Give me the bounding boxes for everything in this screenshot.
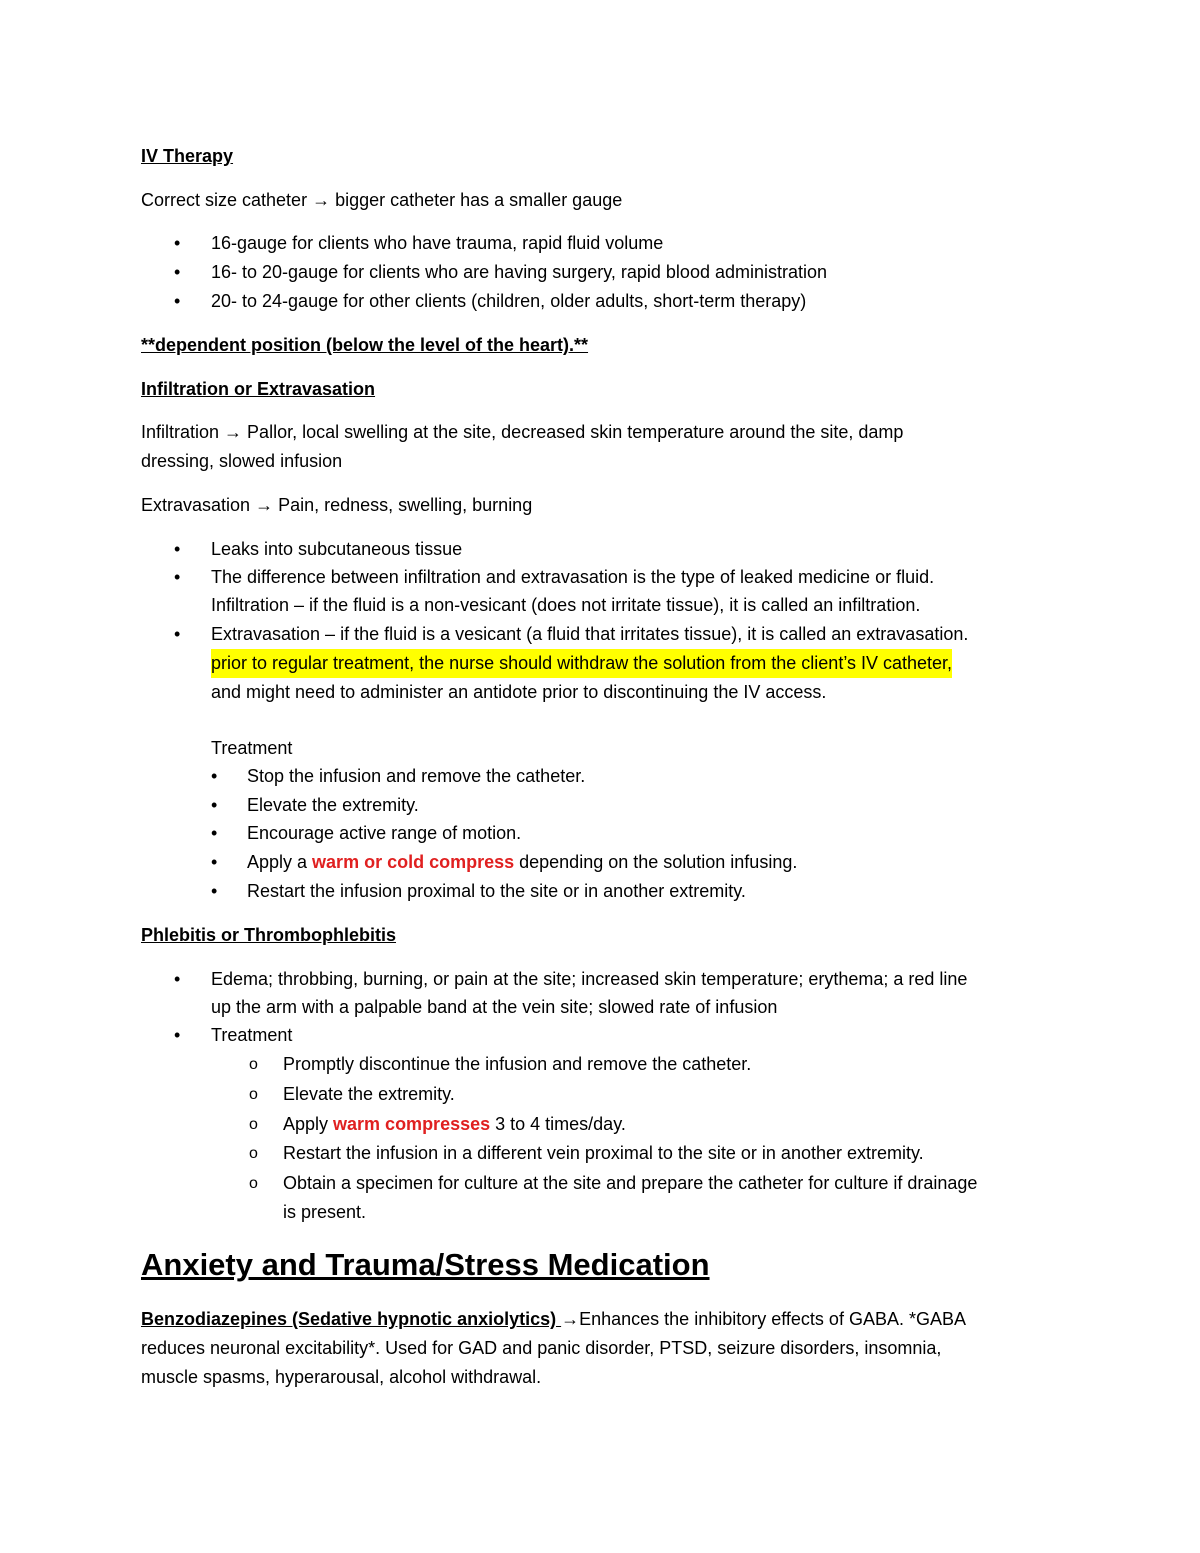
bullet-icon: •	[174, 233, 181, 253]
extravasation-line: Extravasation → Pain, redness, swelling, burning	[141, 495, 533, 515]
section-title-infiltration: Infiltration or Extravasation	[141, 379, 376, 399]
treatment-item: Stop the infusion and remove the catheter.	[247, 766, 586, 786]
bullet-icon: •	[174, 291, 181, 311]
circle-bullet-icon: o	[249, 1175, 258, 1192]
circle-bullet-icon: o	[249, 1056, 258, 1073]
bullet-icon: •	[174, 567, 181, 587]
infiltration-line: Infiltration → Pallor, local swelling at the site, decreased skin temperature around the site, damp	[141, 422, 904, 442]
section-title-phlebitis: Phlebitis or Thrombophlebitis	[141, 925, 397, 945]
sub-item-cont: is present.	[283, 1202, 367, 1222]
list-item-cont: up the arm with a palpable band at the vein site; slowed rate of infusion	[211, 997, 778, 1017]
benzodiazepines-line: Benzodiazepines (Sedative hypnotic anxiolytics) →Enhances the inhibitory effects of GABA. *GABA	[141, 1309, 966, 1329]
red-emphasis: warm or cold compress	[312, 852, 515, 872]
treatment-item: Elevate the extremity.	[247, 795, 419, 815]
benzodiazepines-line-cont: muscle spasms, hyperarousal, alcohol withdrawal.	[141, 1367, 542, 1387]
catheter-line: Correct size catheter → bigger catheter has a smaller gauge	[141, 190, 623, 210]
arrow-icon: →	[312, 190, 331, 210]
red-emphasis: warm compresses	[333, 1114, 491, 1134]
circle-bullet-icon: o	[249, 1116, 258, 1133]
treatment-label: Treatment	[211, 738, 293, 758]
bullet-icon: •	[174, 624, 181, 644]
bullet-icon: •	[174, 262, 181, 282]
sub-item: Restart the infusion in a different vein proximal to the site or in another extremity.	[283, 1143, 924, 1163]
arrow-icon: →	[255, 495, 274, 515]
section-title-iv-therapy: IV Therapy	[141, 146, 234, 166]
bullet-icon: •	[211, 852, 218, 872]
bullet-icon: •	[174, 539, 181, 559]
circle-bullet-icon: o	[249, 1086, 258, 1103]
list-item: Treatment	[211, 1025, 293, 1045]
bullet-icon: •	[174, 969, 181, 989]
benzodiazepines-line-cont: reduces neuronal excitability*. Used for GAD and panic disorder, PTSD, seizure disorders, insomnia,	[141, 1338, 942, 1358]
list-item-cont: Infiltration – if the fluid is a non-vesicant (does not irritate tissue), it is called an infiltration.	[211, 595, 921, 615]
treatment-item: Apply a warm or cold compress depending on the solution infusing.	[247, 852, 798, 872]
gauge-item: 16- to 20-gauge for clients who are having surgery, rapid blood administration	[211, 262, 828, 282]
bullet-icon: •	[211, 881, 218, 901]
bullet-icon: •	[211, 766, 218, 786]
treatment-item: Restart the infusion proximal to the site or in another extremity.	[247, 881, 746, 901]
list-item-cont: and might need to administer an antidote prior to discontinuing the IV access.	[211, 682, 827, 702]
list-item: Leaks into subcutaneous tissue	[211, 539, 463, 559]
arrow-icon: →	[224, 422, 243, 442]
gauge-item: 16-gauge for clients who have trauma, rapid fluid volume	[211, 233, 664, 253]
gauge-item: 20- to 24-gauge for other clients (children, older adults, short-term therapy)	[211, 291, 807, 311]
highlighted-note: prior to regular treatment, the nurse should withdraw the solution from the client’s IV catheter,	[211, 649, 952, 678]
sub-item: Promptly discontinue the infusion and remove the catheter.	[283, 1054, 752, 1074]
arrow-icon: →	[561, 1309, 580, 1329]
list-item: Extravasation – if the fluid is a vesicant (a fluid that irritates tissue), it is called an extravasation.	[211, 624, 969, 644]
bullet-icon: •	[211, 823, 218, 843]
sub-item: Apply warm compresses 3 to 4 times/day.	[283, 1114, 626, 1134]
list-item: Edema; throbbing, burning, or pain at the site; increased skin temperature; erythema; a red line	[211, 969, 968, 989]
treatment-item: Encourage active range of motion.	[247, 823, 522, 843]
list-item: The difference between infiltration and extravasation is the type of leaked medicine or fluid.	[211, 567, 935, 587]
dependent-position-note: **dependent position (below the level of the heart).**	[141, 335, 589, 355]
circle-bullet-icon: o	[249, 1145, 258, 1162]
bullet-icon: •	[211, 795, 218, 815]
bullet-icon: •	[174, 1025, 181, 1045]
infiltration-line-cont: dressing, slowed infusion	[141, 451, 343, 471]
sub-item: Elevate the extremity.	[283, 1084, 455, 1104]
heading-anxiety-medication: Anxiety and Trauma/Stress Medication	[141, 1247, 710, 1282]
sub-item: Obtain a specimen for culture at the site and prepare the catheter for culture if drainage	[283, 1173, 978, 1193]
